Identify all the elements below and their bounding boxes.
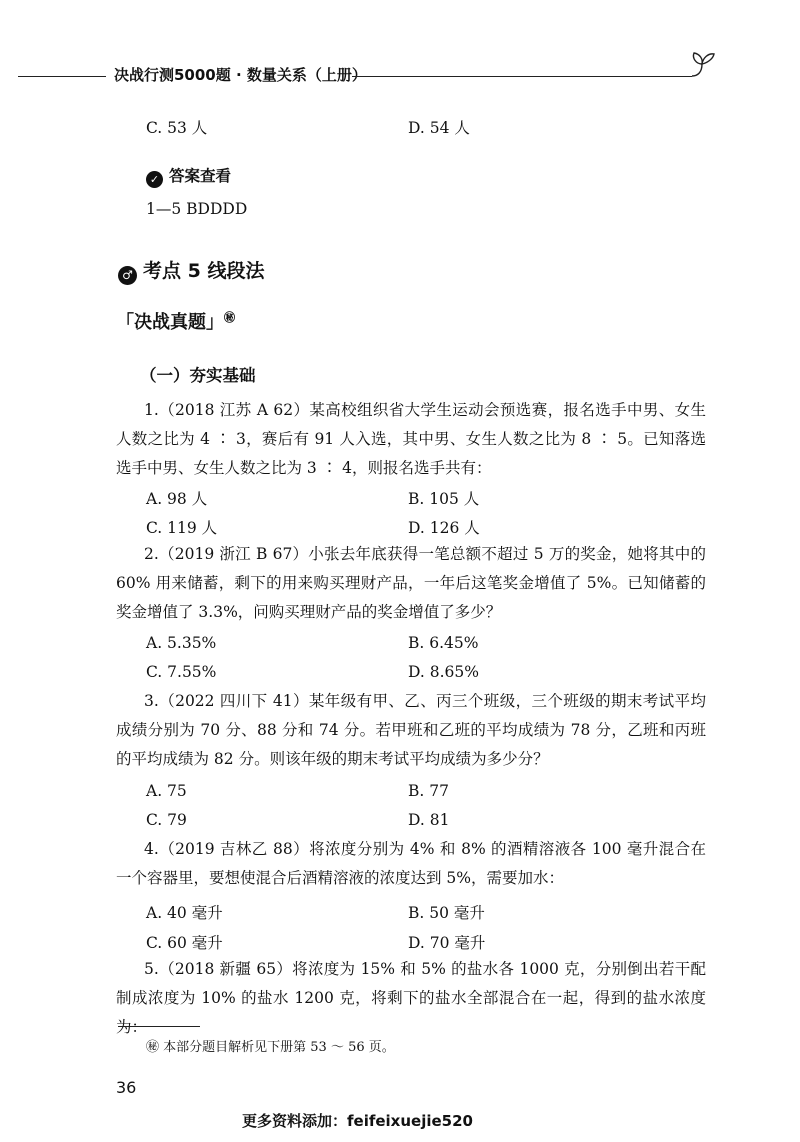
answer-badge-icon: ✓ xyxy=(146,171,163,188)
question-3-option-d: D. 81 xyxy=(408,811,450,829)
question-1-option-d: D. 126 人 xyxy=(408,519,480,537)
question-1-option-b: B. 105 人 xyxy=(408,490,480,508)
question-3-option-a: A. 75 xyxy=(146,782,187,800)
footnote xyxy=(146,1036,395,1055)
sprout-icon xyxy=(684,50,726,82)
question-4-option-b: B. 50 毫升 xyxy=(408,904,485,922)
question-3-stem: 3.（2022 四川下 41）某年级有甲、乙、丙三个班级，三个班级的期末考试平均成绩分别为 70 分、88 分和 74 分。若甲班和乙班的平均成绩为 78 分，乙班和丙班的平均成绩为 82 分。则该年级的期末考试平均成绩为多少分？ xyxy=(116,692,706,768)
question-5-stem: 5.（2018 新疆 65）将浓度为 15% 和 5% 的盐水各 1000 克，分别倒出若干配制成浓度为 10% 的盐水 1200 克，将剩下的盐水全部混合在一起，得到的盐水浓度为： xyxy=(116,960,706,1036)
question-4-stem: 4.（2019 吉林乙 88）将浓度分别为 4% 和 8% 的酒精溶液各 100 毫升混合在一个容器里，要想使混合后酒精溶液的浓度达到 5%，需要加水： xyxy=(116,840,706,887)
answers-text: 1—5 BDDDD xyxy=(146,200,248,218)
header-rule-right xyxy=(352,76,692,77)
question-1-option-c: C. 119 人 xyxy=(146,519,218,537)
footnote-ref-icon: ㊙ xyxy=(224,311,235,324)
watermark-text: 更多资料添加：feifeixuejie520 xyxy=(242,1112,473,1130)
close-bracket: 」 xyxy=(206,312,224,333)
page-number: 36 xyxy=(116,1078,137,1097)
question-2-option-c: C. 7.55% xyxy=(146,663,217,681)
question-4-option-a: A. 40 毫升 xyxy=(146,904,223,922)
prev-option-c: C. 53 人 xyxy=(146,119,208,137)
header-rule-left xyxy=(18,76,106,77)
section-bullet-icon: ♂ xyxy=(118,266,137,285)
question-1-option-a: A. 98 人 xyxy=(146,490,208,508)
open-bracket: 「 xyxy=(116,312,134,333)
section-title-label: 考点 5 线段法 xyxy=(143,260,265,282)
question-3-option-c: C. 79 xyxy=(146,811,187,829)
footnote-mark-icon: ㊙ xyxy=(146,1040,160,1055)
question-1-stem: 1.（2018 江苏 A 62）某高校组织省大学生运动会预选赛，报名选手中男、女生人数之比为 4 ∶ 3，赛后有 91 人入选，其中男、女生人数之比为 8 ∶ 5。已知落选选手中男、女生人数之比为 3 ∶ 4，则报名选手共有： xyxy=(116,401,706,477)
question-4-option-d: D. 70 毫升 xyxy=(408,934,486,952)
question-4-option-c: C. 60 毫升 xyxy=(146,934,223,952)
question-2-option-a: A. 5.35% xyxy=(146,634,217,652)
question-2-option-b: B. 6.45% xyxy=(408,634,479,652)
footnote-text: 本部分题目解析见下册第 53 ～ 56 页。 xyxy=(163,1040,395,1055)
question-2-stem: 2.（2019 浙江 B 67）小张去年底获得一笔总额不超过 5 万的奖金，她将其中的 60% 用来储蓄，剩下的用来购买理财产品，一年后这笔奖金增值了 5%。已知储蓄的奖金增值了 3.3%，问购买理财产品的奖金增值了多少？ xyxy=(116,545,706,621)
prev-option-d: D. 54 人 xyxy=(408,119,470,137)
real-questions-heading xyxy=(116,308,235,334)
footnote-rule xyxy=(118,1026,200,1027)
real-questions-title: 决战真题 xyxy=(134,312,206,333)
subsection-title: （一）夯实基础 xyxy=(140,366,256,385)
question-2-option-d: D. 8.65% xyxy=(408,663,479,681)
answers-heading xyxy=(146,164,231,188)
running-header-title: 决战行测5000题 · 数量关系（上册） xyxy=(114,66,367,84)
answers-heading-label: 答案查看 xyxy=(169,167,232,185)
section-title xyxy=(118,256,264,285)
question-3-option-b: B. 77 xyxy=(408,782,449,800)
